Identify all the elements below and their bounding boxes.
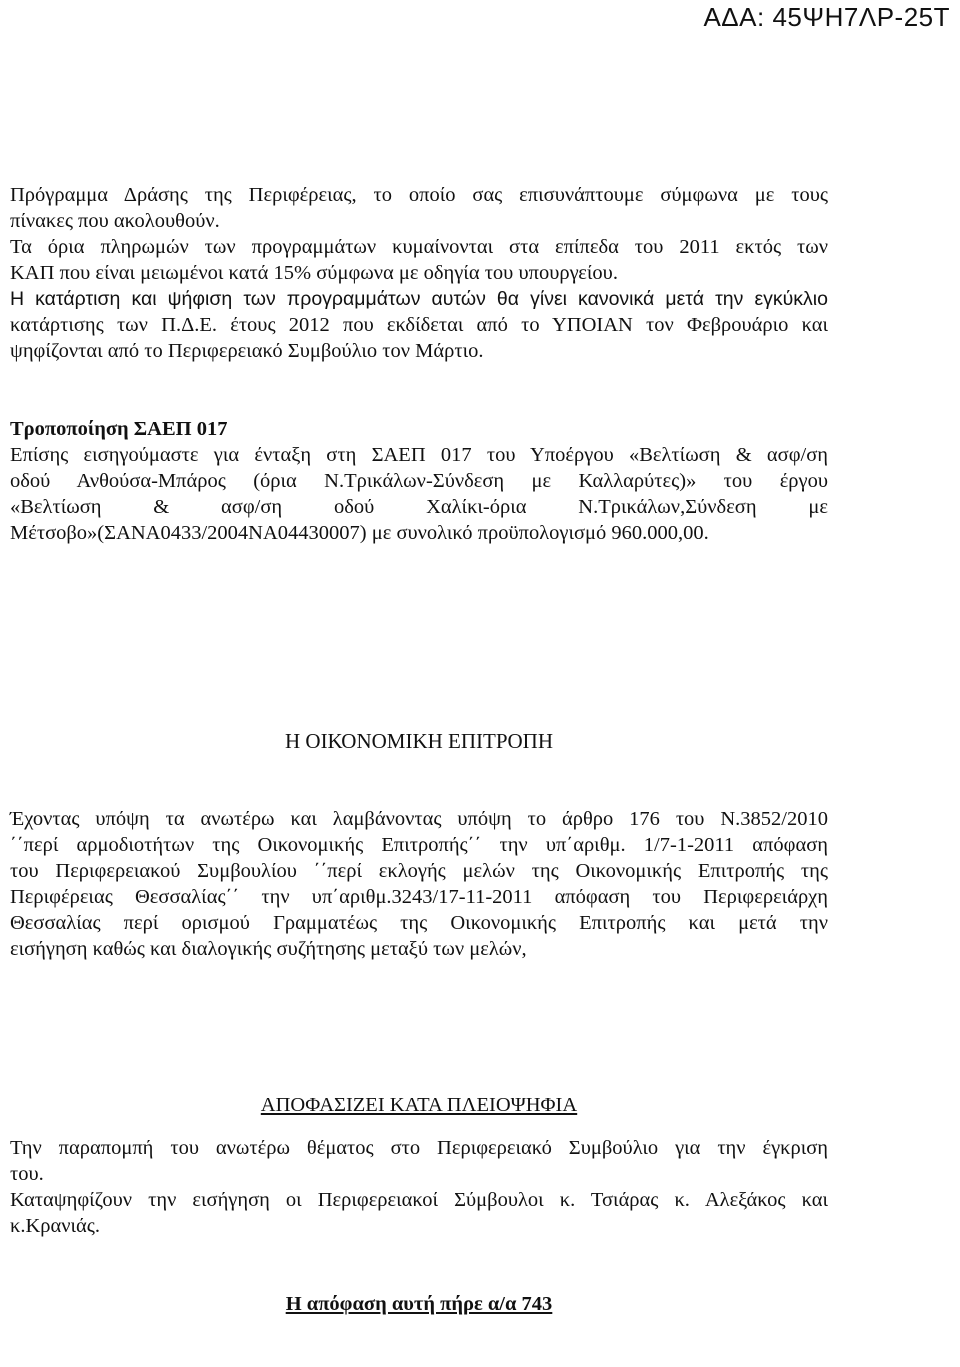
decision-heading: ΑΠΟΦΑΣΙΖΕΙ ΚΑΤΑ ΠΛΕΙΟΨΗΦΙΑ — [260, 1094, 578, 1116]
text-line: κατάρτισης των Π.Δ.Ε. έτους 2012 που εκδίδεται από το ΥΠΟΙΑΝ τον Φεβρουάριο και — [10, 314, 828, 336]
spacer — [10, 546, 828, 728]
document-body — [10, 182, 828, 1317]
spacer — [10, 1239, 828, 1291]
text-line: ψηφίζονται από το Περιφερειακό Συμβούλιο τον Μάρτιο. — [10, 340, 484, 362]
text-line: Περιφέρειας Θεσσαλίας΄΄ την υπ΄αριθμ.3243/17-11-2011 απόφαση του Περιφερειάρχη — [10, 886, 828, 908]
text-line: Μέτσοβο»(ΣΑΝΑ0433/2004ΝΑ04430007) με συνολικό προϋπολογισμό 960.000,00. — [10, 522, 709, 544]
ada-code: ΑΔΑ: 45ΨΗ7ΛΡ-25Τ — [703, 2, 950, 32]
text-line: Η κατάρτιση και ψήφιση των προγραμμάτων αυτών θα γίνει κανονικά μετά την εγκύκλιο — [10, 288, 828, 310]
text-line: Επίσης εισηγούμαστε για ένταξη στη ΣΑΕΠ 017 του Υποέργου «Βελτίωση & ασφ/ση — [10, 444, 828, 466]
committee-section — [10, 728, 828, 962]
text-line: του. — [10, 1163, 44, 1185]
committee-heading: Η ΟΙΚΟΝΟΜΙΚΗ ΕΠΙΤΡΟΠΗ — [284, 729, 554, 753]
text-line: Τα όρια πληρωμών των προγραμμάτων κυμαίνονται στα επίπεδα του 2011 εκτός των — [10, 236, 828, 258]
text-line: Έχοντας υπόψη τα ανωτέρω και λαμβάνοντας υπόψη το άρθρο 176 του Ν.3852/2010 — [10, 808, 828, 830]
text-line: εισήγηση καθώς και διαλογικής συζήτησης μεταξύ των μελών, — [10, 938, 527, 960]
amendment-section — [10, 416, 828, 546]
text-line: κ.Κρανιάς. — [10, 1215, 100, 1237]
spacer — [10, 754, 828, 806]
text-line: «Βελτίωση & ασφ/ση οδού Χαλίκι-όρια Ν.Τρικάλων,Σύνδεση με — [10, 496, 828, 518]
text-line: ΄΄περί αρμοδιοτήτων της Οικονομικής Επιτροπής΄΄ την υπ΄αριθμ. 1/7-1-2011 απόφαση — [10, 834, 828, 856]
intro-paragraph — [10, 182, 828, 364]
decision-section — [10, 1092, 828, 1317]
text-line: οδού Ανθούσα-Μπάρος (όρια Ν.Τρικάλων-Σύνδεση με Καλλαρύτες)» του έργου — [10, 470, 828, 492]
amendment-title: Τροποποίηση ΣΑΕΠ 017 — [10, 418, 228, 440]
text-line: Πρόγραμμα Δράσης της Περιφέρειας, το οποίο σας επισυνάπτουμε σύμφωνα με τους — [10, 184, 828, 206]
text-line: πίνακες που ακολουθούν. — [10, 210, 220, 232]
text-line: του Περιφερειακού Συμβουλίου ΄΄περί εκλογής μελών της Οικονομικής Επιτροπής της — [10, 860, 828, 882]
spacer — [10, 962, 828, 1092]
text-line: ΚΑΠ που είναι μειωμένοι κατά 15% σύμφωνα με οδηγία του υπουργείου. — [10, 262, 618, 284]
spacer — [10, 1118, 828, 1135]
text-line: Θεσσαλίας περί ορισμού Γραμματέως της Οικονομικής Επιτροπής και μετά την — [10, 912, 828, 934]
text-line: Την παραπομπή του ανωτέρω θέματος στο Περιφερειακό Συμβούλιο για την έγκριση — [10, 1137, 828, 1159]
text-line: Καταψηφίζουν την εισήγηση οι Περιφερειακοί Σύμβουλοι κ. Τσιάρας κ. Αλεξάκος και — [10, 1189, 828, 1211]
spacer — [10, 364, 828, 416]
decision-number: Η απόφαση αυτή πήρε α/α 743 — [285, 1293, 553, 1315]
